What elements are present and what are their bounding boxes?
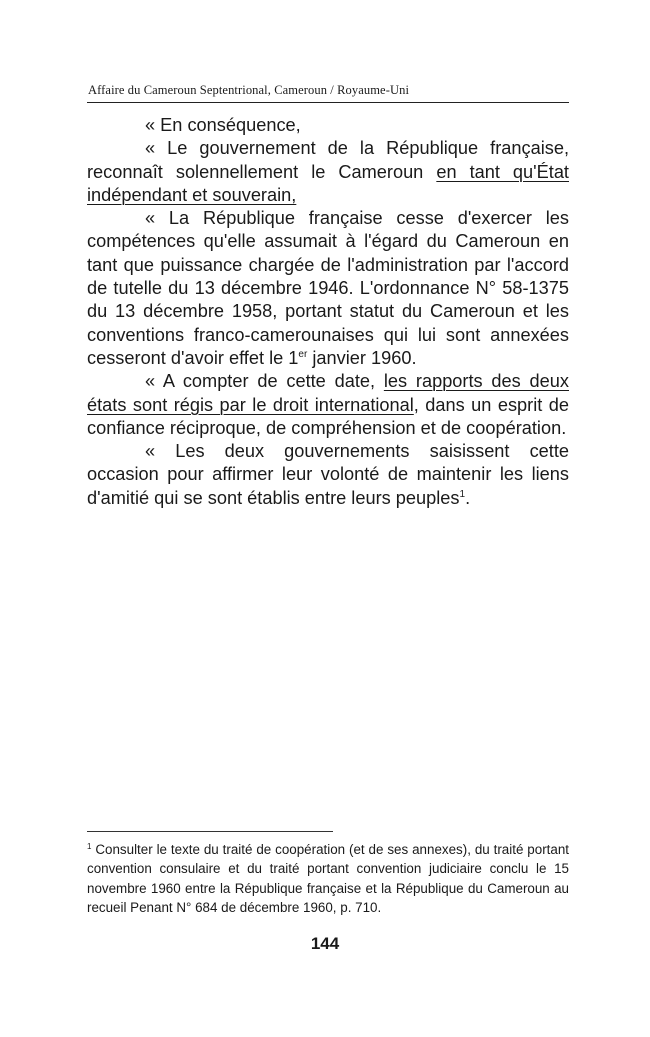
paragraph-1-text: « En conséquence, bbox=[145, 115, 301, 135]
paragraph-3-end: janvier 1960. bbox=[307, 347, 417, 368]
header-rule bbox=[87, 102, 569, 103]
paragraph-1 bbox=[87, 114, 569, 137]
paragraph-4 bbox=[87, 370, 569, 440]
underlined-phrase-independence: en tant qu'État indépendant et souverain, bbox=[87, 161, 569, 205]
underlined-phrase-international-law: les rapports des deux états sont régis par le droit international bbox=[87, 371, 569, 415]
paragraph-3 bbox=[87, 207, 569, 370]
footnote-text: Consulter le texte du traité de coopération (et de ses annexes), du traité portant convention consulaire et du traité portant convention judiciaire conclu le 15 novembre 1960 entre la République française et la République du Cameroun au recueil Penant N° 684 de décembre 1960, p. 710. bbox=[87, 842, 569, 916]
footnote bbox=[87, 840, 569, 918]
paragraph-2 bbox=[87, 137, 569, 207]
ordinal-superscript: er bbox=[298, 348, 308, 360]
paragraph-2-text: « Le gouvernement de la République française, reconnaît solennellement le Cameroun bbox=[87, 138, 569, 182]
main-text bbox=[87, 114, 569, 510]
paragraph-5 bbox=[87, 440, 569, 510]
footnote-marker: 1 bbox=[87, 842, 92, 851]
paragraph-5-text: « Les deux gouvernements saisissent cette occasion pour affirmer leur volonté de maintenir les liens d'amitié qui se sont établis entre leurs peuples bbox=[87, 441, 569, 508]
footnote-reference[interactable]: 1 bbox=[459, 488, 466, 500]
page-number: 144 bbox=[310, 934, 340, 953]
running-header: Affaire du Cameroun Septentrional, Cameroun / Royaume-Uni bbox=[88, 83, 410, 97]
paragraph-4-end: , dans un esprit de confiance réciproque, de compréhension et de coopération. bbox=[87, 394, 569, 438]
paragraph-3-text: « La République française cesse d'exercer les compétences qu'elle assumait à l'égard du Cameroun en tant que puissance chargée de l'administration par l'accord de tutelle du 13 décembre 1946. L'ordonnance N° 58-1375 du 13 décembre 1958, portant statut du Cameroun et les conventions franco-camerounaises qui lui sont annexées cesseront d'avoir effet le 1 bbox=[87, 208, 569, 368]
footnote-rule bbox=[87, 831, 333, 832]
paragraph-4-text: « A compter de cette date, bbox=[145, 371, 384, 392]
paragraph-5-end: . bbox=[465, 487, 471, 508]
